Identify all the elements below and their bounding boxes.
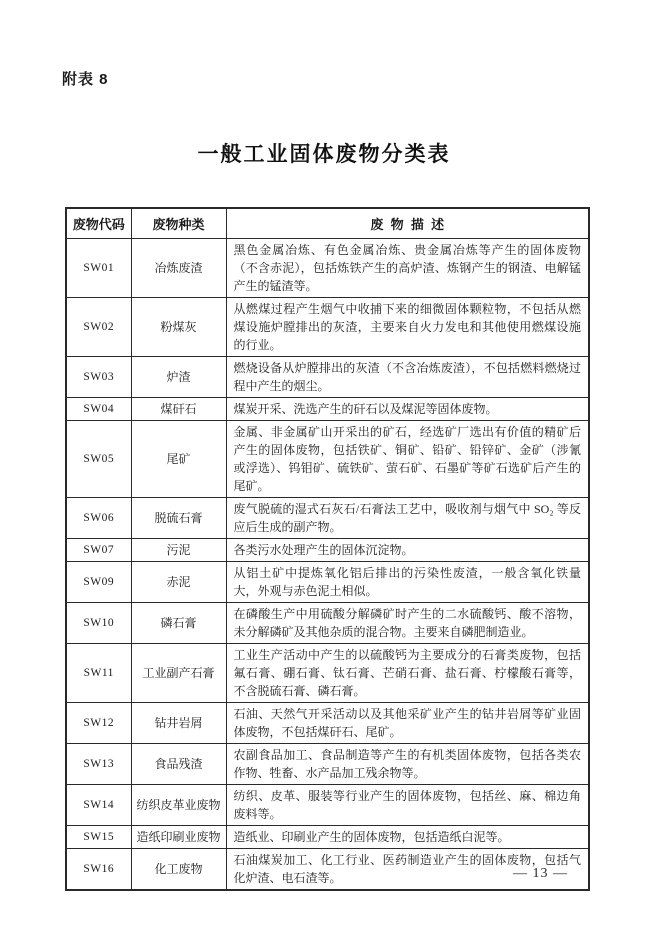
waste-code-cell: SW06 bbox=[66, 497, 131, 538]
waste-type-cell: 脱硫石膏 bbox=[131, 497, 226, 538]
waste-classification-table bbox=[65, 207, 590, 891]
table-row bbox=[66, 561, 589, 602]
waste-code-cell: SW12 bbox=[66, 702, 131, 743]
table-row bbox=[66, 497, 589, 538]
column-header-waste-code: 废物代码 bbox=[66, 208, 131, 238]
table-row bbox=[66, 643, 589, 702]
table-row bbox=[66, 420, 589, 497]
waste-description-cell: 在磷酸生产中用硫酸分解磷矿时产生的二水硫酸钙、酸不溶物，未分解磷矿及其他杂质的混合物。主要来自磷肥制造业。 bbox=[226, 602, 589, 643]
table-row bbox=[66, 238, 589, 297]
table-row bbox=[66, 702, 589, 743]
waste-description-cell: 从铝土矿中提炼氧化铝后排出的污染性废渣，一般含氧化铁量大，外观与赤色泥土相似。 bbox=[226, 561, 589, 602]
table-row bbox=[66, 538, 589, 561]
waste-type-cell: 粉煤灰 bbox=[131, 297, 226, 356]
waste-type-cell: 尾矿 bbox=[131, 420, 226, 497]
waste-description-cell: 煤炭开采、洗选产生的矸石以及煤泥等固体废物。 bbox=[226, 397, 589, 420]
waste-description-cell: 黑色金属冶炼、有色金属冶炼、贵金属冶炼等产生的固体废物（不含赤泥），包括炼铁产生的高炉渣、炼钢产生的钢渣、电解锰产生的锰渣等。 bbox=[226, 238, 589, 297]
waste-description-cell: 工业生产活动中产生的以硫酸钙为主要成分的石膏类废物，包括氟石膏、硼石膏、钛石膏、芒硝石膏、盐石膏、柠檬酸石膏等，不含脱硫石膏、磷石膏。 bbox=[226, 643, 589, 702]
waste-code-cell: SW02 bbox=[66, 297, 131, 356]
waste-code-cell: SW04 bbox=[66, 397, 131, 420]
waste-type-cell: 炉渣 bbox=[131, 356, 226, 397]
waste-code-cell: SW07 bbox=[66, 538, 131, 561]
waste-type-cell: 化工废物 bbox=[131, 848, 226, 890]
table-row bbox=[66, 848, 589, 890]
waste-code-cell: SW09 bbox=[66, 561, 131, 602]
waste-description-cell: 金属、非金属矿山开采出的矿石，经选矿厂选出有价值的精矿后产生的固体废物，包括铁矿、铜矿、铅矿、铅锌矿、金矿（涉氰或浮选）、钨钼矿、硫铁矿、萤石矿、石墨矿等矿石选矿后产生的尾矿。 bbox=[226, 420, 589, 497]
table-row bbox=[66, 825, 589, 848]
waste-code-cell: SW10 bbox=[66, 602, 131, 643]
waste-description-cell: 造纸业、印刷业产生的固体废物，包括造纸白泥等。 bbox=[226, 825, 589, 848]
waste-description-cell: 燃烧设备从炉膛排出的灰渣（不含冶炼废渣），不包括燃料燃烧过程中产生的烟尘。 bbox=[226, 356, 589, 397]
table-row bbox=[66, 397, 589, 420]
waste-type-cell: 磷石膏 bbox=[131, 602, 226, 643]
waste-description-cell: 各类污水处理产生的固体沉淀物。 bbox=[226, 538, 589, 561]
waste-code-cell: SW16 bbox=[66, 848, 131, 890]
table-row bbox=[66, 356, 589, 397]
column-header-waste-description: 废 物 描 述 bbox=[226, 208, 589, 238]
waste-code-cell: SW01 bbox=[66, 238, 131, 297]
waste-code-cell: SW05 bbox=[66, 420, 131, 497]
table-header-row bbox=[66, 208, 589, 238]
waste-description-cell: 纺织、皮革、服装等行业产生的固体废物，包括丝、麻、棉边角废料等。 bbox=[226, 784, 589, 825]
waste-code-cell: SW11 bbox=[66, 643, 131, 702]
waste-type-cell: 造纸印刷业废物 bbox=[131, 825, 226, 848]
page-title: 一般工业固体废物分类表 bbox=[197, 143, 451, 166]
waste-code-cell: SW03 bbox=[66, 356, 131, 397]
table-row bbox=[66, 297, 589, 356]
waste-type-cell: 工业副产石膏 bbox=[131, 643, 226, 702]
waste-description-cell: 石油、天然气开采活动以及其他采矿业产生的钻井岩屑等矿业固体废物，不包括煤矸石、尾矿。 bbox=[226, 702, 589, 743]
waste-type-cell: 食品残渣 bbox=[131, 743, 226, 784]
waste-code-cell: SW14 bbox=[66, 784, 131, 825]
waste-type-cell: 纺织皮革业废物 bbox=[131, 784, 226, 825]
waste-description-cell: 农副食品加工、食品制造等产生的有机类固体废物，包括各类农作物、牲畜、水产品加工残余物等。 bbox=[226, 743, 589, 784]
table-body bbox=[66, 238, 589, 890]
waste-code-cell: SW15 bbox=[66, 825, 131, 848]
page-number: — 13 — bbox=[513, 866, 568, 881]
appendix-label: 附表 8 bbox=[62, 71, 109, 88]
table-row bbox=[66, 784, 589, 825]
waste-description-cell: 废气脱硫的湿式石灰石/石膏法工艺中，吸收剂与烟气中 SO₂ 等反应后生成的副产物。 bbox=[226, 497, 589, 538]
column-header-waste-type: 废物种类 bbox=[131, 208, 226, 238]
waste-type-cell: 钻井岩屑 bbox=[131, 702, 226, 743]
waste-type-cell: 煤矸石 bbox=[131, 397, 226, 420]
waste-description-cell: 石油煤炭加工、化工行业、医药制造业产生的固体废物，包括气化炉渣、电石渣等。 bbox=[226, 848, 589, 890]
table-row bbox=[66, 602, 589, 643]
waste-type-cell: 冶炼废渣 bbox=[131, 238, 226, 297]
waste-type-cell: 污泥 bbox=[131, 538, 226, 561]
waste-description-cell: 从燃煤过程产生烟气中收捕下来的细微固体颗粒物，不包括从燃煤设施炉膛排出的灰渣，主要来自火力发电和其他使用燃煤设施的行业。 bbox=[226, 297, 589, 356]
waste-code-cell: SW13 bbox=[66, 743, 131, 784]
table-row bbox=[66, 743, 589, 784]
waste-type-cell: 赤泥 bbox=[131, 561, 226, 602]
